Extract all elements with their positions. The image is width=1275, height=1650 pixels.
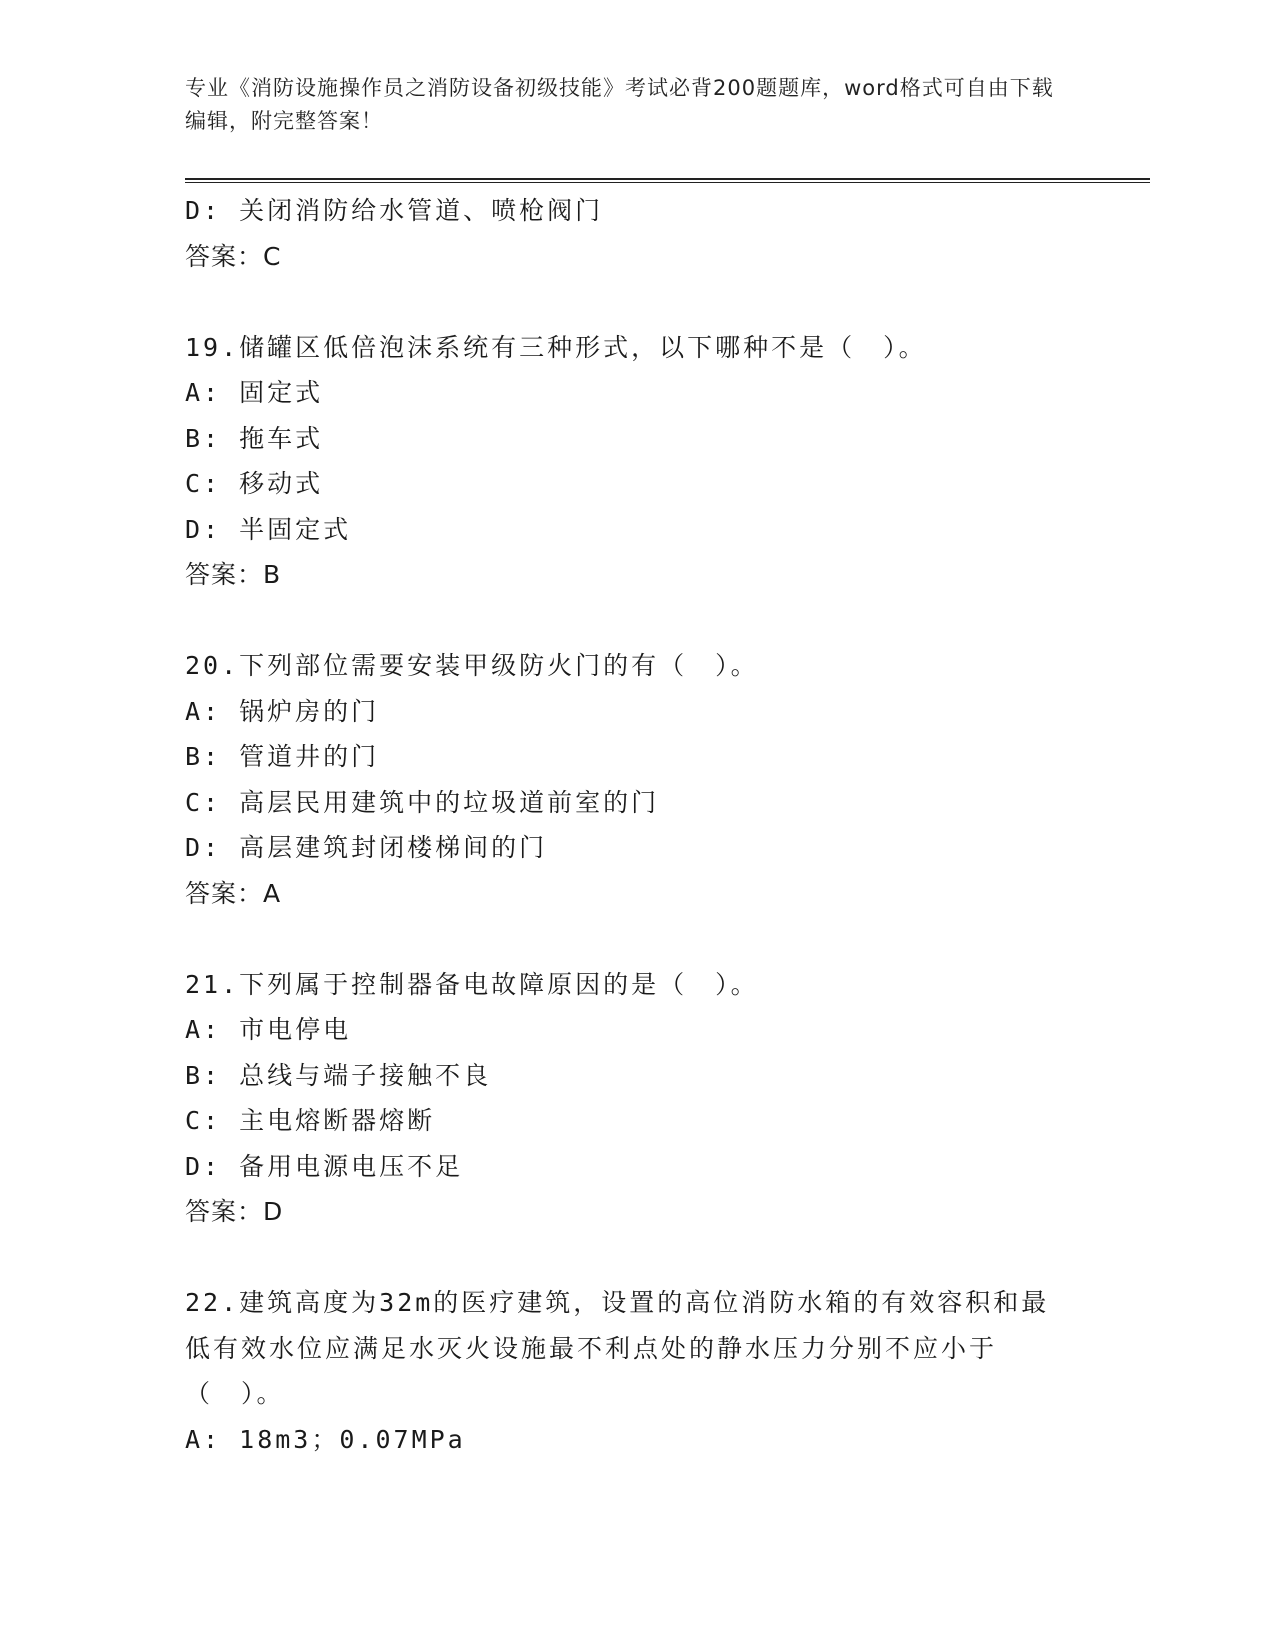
question-content: [185, 188, 1085, 1462]
option-b: B: 拖车式: [185, 423, 324, 453]
spacer: [185, 279, 1085, 325]
spacer: [185, 598, 1085, 644]
option-b: B: 管道井的门: [185, 742, 380, 771]
option-b: B: 总线与端子接触不良: [185, 1060, 492, 1090]
answer: 答案：B: [185, 560, 282, 589]
option-d: D: 备用电源电压不足: [185, 1151, 464, 1181]
option-a: A: 市电停电: [185, 1015, 352, 1044]
question-20: [185, 643, 1085, 916]
prev-option-d: D: 关闭消防给水管道、喷枪阀门: [185, 196, 604, 225]
option-a: A: 锅炉房的门: [185, 696, 380, 726]
option-d: D: 高层建筑封闭楼梯间的门: [185, 833, 548, 862]
spacer: [185, 916, 1085, 962]
answer: 答案：D: [185, 1197, 284, 1226]
prev-answer: 答案：C: [185, 241, 282, 271]
option-d: D: 半固定式: [185, 514, 352, 544]
spacer: [185, 1235, 1085, 1281]
question-21: [185, 962, 1085, 1235]
option-c: C: 高层民用建筑中的垃圾道前室的门: [185, 787, 660, 817]
option-c: C: 移动式: [185, 469, 324, 498]
option-c: C: 主电熔断器熔断: [185, 1106, 436, 1135]
header-divider-thin: [185, 182, 1150, 183]
header-divider: [185, 178, 1150, 180]
answer: 答案：A: [185, 878, 282, 908]
question-22: [185, 1280, 1085, 1462]
option-a: A: 固定式: [185, 378, 324, 407]
question-stem: 19.储罐区低倍泡沫系统有三种形式，以下哪种不是（ ）。: [185, 332, 927, 362]
question-stem: 20.下列部位需要安装甲级防火门的有（ ）。: [185, 651, 759, 680]
page-header-title: 专业《消防设施操作员之消防设备初级技能》考试必背200题题库，word格式可自由下载编辑，附完整答案！: [185, 76, 1054, 133]
option-a: A: 18m3；0.07MPa: [185, 1424, 466, 1454]
question-stem: 21.下列属于控制器备电故障原因的是（ ）。: [185, 969, 759, 999]
question-19: [185, 325, 1085, 598]
question-stem: 22.建筑高度为32m的医疗建筑，设置的高位消防水箱的有效容积和最低有效水位应满足水灭火设施最不利点处的静水压力分别不应小于（ ）。: [185, 1288, 1050, 1408]
